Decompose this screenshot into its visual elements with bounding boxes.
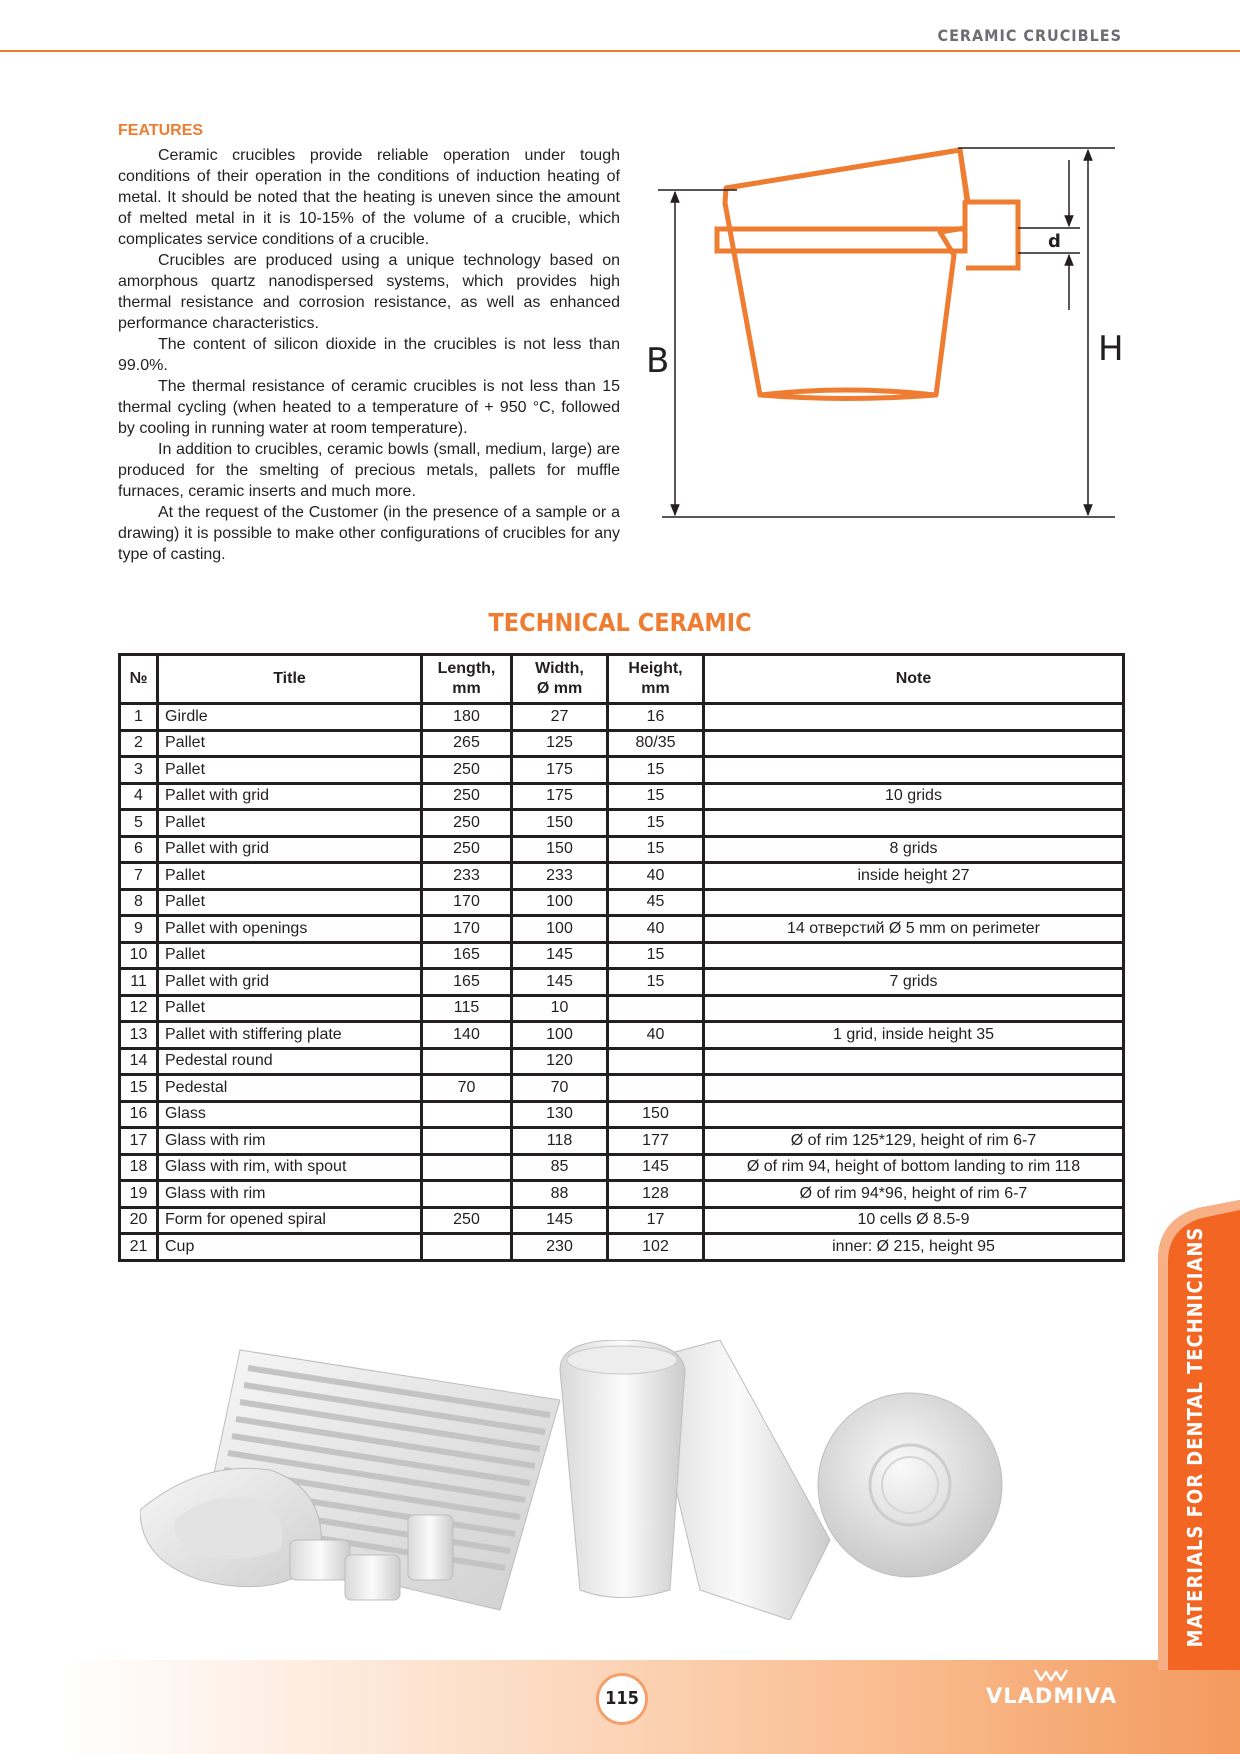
cell-number: 5 — [120, 810, 158, 837]
cell-number: 15 — [120, 1075, 158, 1102]
header-rule — [0, 50, 1240, 52]
header-title: Title — [158, 655, 422, 704]
cell-note: inside height 27 — [704, 863, 1124, 890]
cell-height: 45 — [608, 889, 704, 916]
vladmiva-logo-icon — [1033, 1668, 1069, 1682]
ceramic-products-photo — [140, 1340, 1080, 1620]
cell-title: Pallet with openings — [158, 916, 422, 943]
cell-height — [608, 1075, 704, 1102]
header-height-line1: Height, — [628, 660, 683, 677]
table-row — [120, 1154, 1124, 1181]
cell-title: Pallet — [158, 730, 422, 757]
cell-note — [704, 1075, 1124, 1102]
cell-title: Glass with rim, with spout — [158, 1154, 422, 1181]
cell-title: Pallet — [158, 810, 422, 837]
cell-number: 20 — [120, 1207, 158, 1234]
cell-title: Pallet — [158, 757, 422, 784]
cell-note: Ø of rim 94, height of bottom landing to rim 118 — [704, 1154, 1124, 1181]
header-number: № — [120, 655, 158, 704]
cell-length: 250 — [422, 783, 512, 810]
header-note: Note — [704, 655, 1124, 704]
table-row — [120, 730, 1124, 757]
cell-title: Pallet — [158, 995, 422, 1022]
cell-height — [608, 1048, 704, 1075]
cell-height: 15 — [608, 836, 704, 863]
cell-note: Ø of rim 125*129, height of rim 6-7 — [704, 1128, 1124, 1155]
header-length-line2: mm — [452, 680, 481, 697]
table-body — [120, 704, 1124, 1261]
cell-number: 9 — [120, 916, 158, 943]
cell-title: Pallet — [158, 889, 422, 916]
cell-width: 120 — [512, 1048, 608, 1075]
cell-number: 18 — [120, 1154, 158, 1181]
cell-number: 1 — [120, 704, 158, 731]
table-title: TECHNICAL CERAMIC — [488, 608, 752, 637]
cell-width: 175 — [512, 757, 608, 784]
cell-title: Pedestal round — [158, 1048, 422, 1075]
cell-note — [704, 1101, 1124, 1128]
cell-width: 230 — [512, 1234, 608, 1261]
cell-width: 100 — [512, 889, 608, 916]
table-row — [120, 1128, 1124, 1155]
cell-note: 8 grids — [704, 836, 1124, 863]
table-row — [120, 810, 1124, 837]
cell-number: 7 — [120, 863, 158, 890]
table-row — [120, 1181, 1124, 1208]
header-width-line2: Ø mm — [536, 680, 583, 697]
cell-title: Cup — [158, 1234, 422, 1261]
cell-height: 145 — [608, 1154, 704, 1181]
cell-height: 177 — [608, 1128, 704, 1155]
table-row — [120, 969, 1124, 996]
cell-width: 85 — [512, 1154, 608, 1181]
cell-height: 15 — [608, 810, 704, 837]
cell-width: 70 — [512, 1075, 608, 1102]
cell-title: Glass with rim — [158, 1181, 422, 1208]
cell-note: inner: Ø 215, height 95 — [704, 1234, 1124, 1261]
cell-width: 100 — [512, 1022, 608, 1049]
cell-number: 14 — [120, 1048, 158, 1075]
cell-note: 10 cells Ø 8.5-9 — [704, 1207, 1124, 1234]
crucible-diagram — [640, 140, 1130, 530]
cell-note: 7 grids — [704, 969, 1124, 996]
cell-height: 40 — [608, 916, 704, 943]
table-row — [120, 1207, 1124, 1234]
cell-note: Ø of rim 94*96, height of rim 6-7 — [704, 1181, 1124, 1208]
table-row — [120, 916, 1124, 943]
cell-height: 16 — [608, 704, 704, 731]
table-header-row — [120, 655, 1124, 704]
table-row — [120, 863, 1124, 890]
cell-width: 145 — [512, 1207, 608, 1234]
cell-length: 250 — [422, 836, 512, 863]
features-section — [118, 122, 620, 565]
cell-height: 150 — [608, 1101, 704, 1128]
table-row — [120, 836, 1124, 863]
cell-title: Pedestal — [158, 1075, 422, 1102]
cell-width: 130 — [512, 1101, 608, 1128]
cell-number: 3 — [120, 757, 158, 784]
cell-length — [422, 1128, 512, 1155]
cell-width: 145 — [512, 969, 608, 996]
cell-height: 128 — [608, 1181, 704, 1208]
diagram-label-h: H — [1098, 329, 1124, 369]
cell-title: Pallet — [158, 863, 422, 890]
side-tab-label: MATERIALS FOR DENTAL TECHNICIANS — [1183, 1226, 1207, 1648]
cell-note — [704, 730, 1124, 757]
cell-number: 2 — [120, 730, 158, 757]
table-row — [120, 757, 1124, 784]
table-row — [120, 704, 1124, 731]
cell-note — [704, 1048, 1124, 1075]
cell-width: 118 — [512, 1128, 608, 1155]
cell-length: 170 — [422, 889, 512, 916]
cell-length: 250 — [422, 757, 512, 784]
table-row — [120, 942, 1124, 969]
cell-height: 17 — [608, 1207, 704, 1234]
cell-title: Girdle — [158, 704, 422, 731]
cell-width: 100 — [512, 916, 608, 943]
cell-number: 10 — [120, 942, 158, 969]
cell-width: 145 — [512, 942, 608, 969]
cell-number: 16 — [120, 1101, 158, 1128]
cell-length: 250 — [422, 1207, 512, 1234]
technical-ceramic-table — [118, 653, 1125, 1262]
header-width — [512, 655, 608, 704]
table-row — [120, 783, 1124, 810]
cell-width: 175 — [512, 783, 608, 810]
table-row — [120, 995, 1124, 1022]
cell-width: 125 — [512, 730, 608, 757]
ceramic-disc — [818, 1393, 1002, 1577]
cell-title: Form for opened spiral — [158, 1207, 422, 1234]
cell-length — [422, 1181, 512, 1208]
cell-number: 11 — [120, 969, 158, 996]
header-length-line1: Length, — [437, 660, 496, 677]
features-paragraph: The thermal resistance of ceramic crucibles is not less than 15 thermal cycling (when heated to a temperature of + 950 °C, followed by cooling in running water at room temperature). — [118, 378, 620, 437]
features-heading: FEATURES — [118, 122, 204, 139]
cell-length: 180 — [422, 704, 512, 731]
cell-height: 40 — [608, 863, 704, 890]
cell-width: 150 — [512, 810, 608, 837]
cell-note: 10 grids — [704, 783, 1124, 810]
cell-length: 265 — [422, 730, 512, 757]
cell-note — [704, 810, 1124, 837]
cell-length: 165 — [422, 942, 512, 969]
table-row — [120, 1234, 1124, 1261]
cell-height: 80/35 — [608, 730, 704, 757]
cell-note — [704, 889, 1124, 916]
table-row — [120, 1048, 1124, 1075]
features-paragraph: Ceramic crucibles provide reliable operation under tough conditions of their operation in the conditions of induction heating of metal. It should be noted that the heating is uneven since the amount of melted metal in it is 10-15% of the volume of a crucible, which complicates service conditions of a crucible. — [118, 147, 620, 248]
cell-note — [704, 757, 1124, 784]
cell-length — [422, 1234, 512, 1261]
table-row — [120, 1101, 1124, 1128]
header-width-line1: Width, — [535, 660, 584, 677]
cell-length: 165 — [422, 969, 512, 996]
cell-height: 40 — [608, 1022, 704, 1049]
features-paragraph: At the request of the Customer (in the presence of a sample or a drawing) it is possible to make other configurations of crucibles for any type of casting. — [118, 504, 620, 563]
cell-height — [608, 995, 704, 1022]
cell-length: 250 — [422, 810, 512, 837]
cell-title: Pallet with stiffering plate — [158, 1022, 422, 1049]
cell-number: 4 — [120, 783, 158, 810]
cell-note — [704, 942, 1124, 969]
header-height — [608, 655, 704, 704]
cell-number: 13 — [120, 1022, 158, 1049]
cell-number: 21 — [120, 1234, 158, 1261]
cell-note: 14 отверстий Ø 5 mm on perimeter — [704, 916, 1124, 943]
cell-width: 10 — [512, 995, 608, 1022]
cell-number: 8 — [120, 889, 158, 916]
cell-height: 15 — [608, 757, 704, 784]
features-paragraph: In addition to crucibles, ceramic bowls (small, medium, large) are produced for the smelting of precious metals, pallets for muffle furnaces, ceramic inserts and much more. — [118, 441, 620, 500]
cell-number: 12 — [120, 995, 158, 1022]
cell-length — [422, 1101, 512, 1128]
table-row — [120, 889, 1124, 916]
cell-number: 17 — [120, 1128, 158, 1155]
cell-title: Pallet with grid — [158, 783, 422, 810]
table-row — [120, 1022, 1124, 1049]
cell-height: 15 — [608, 942, 704, 969]
cell-width: 233 — [512, 863, 608, 890]
cell-width: 27 — [512, 704, 608, 731]
diagram-label-b: B — [646, 341, 670, 381]
page-number: 115 — [596, 1673, 648, 1725]
cell-number: 19 — [120, 1181, 158, 1208]
cell-title: Glass with rim — [158, 1128, 422, 1155]
cell-note — [704, 704, 1124, 731]
header-length — [422, 655, 512, 704]
cell-length — [422, 1048, 512, 1075]
cell-length: 70 — [422, 1075, 512, 1102]
cell-number: 6 — [120, 836, 158, 863]
cell-width: 150 — [512, 836, 608, 863]
cell-length: 140 — [422, 1022, 512, 1049]
cell-title: Glass — [158, 1101, 422, 1128]
cell-height: 15 — [608, 783, 704, 810]
header-height-line2: mm — [641, 680, 670, 697]
cell-note: 1 grid, inside height 35 — [704, 1022, 1124, 1049]
cell-length: 233 — [422, 863, 512, 890]
table-row — [120, 1075, 1124, 1102]
cell-width: 88 — [512, 1181, 608, 1208]
brand-logo — [986, 1668, 1116, 1708]
cell-height: 102 — [608, 1234, 704, 1261]
cell-title: Pallet — [158, 942, 422, 969]
brand-name: VLADMIVA — [986, 1684, 1118, 1708]
cell-title: Pallet with grid — [158, 969, 422, 996]
cell-height: 15 — [608, 969, 704, 996]
cell-note — [704, 995, 1124, 1022]
cell-length: 170 — [422, 916, 512, 943]
ceramic-glass — [560, 1340, 685, 1598]
header-section-title: CERAMIC CRUCIBLES — [937, 26, 1122, 45]
features-paragraph: Crucibles are produced using a unique technology based on amorphous quartz nanodispersed systems, which provides high thermal resistance and corrosion resistance, as well as enhanced performance characteristics. — [118, 252, 620, 332]
features-paragraph: The content of silicon dioxide in the crucibles is not less than 99.0%. — [118, 336, 620, 374]
cell-length: 115 — [422, 995, 512, 1022]
cell-title: Pallet with grid — [158, 836, 422, 863]
cell-length — [422, 1154, 512, 1181]
diagram-label-d: d — [1048, 231, 1061, 252]
crucible-outline — [717, 150, 1018, 399]
